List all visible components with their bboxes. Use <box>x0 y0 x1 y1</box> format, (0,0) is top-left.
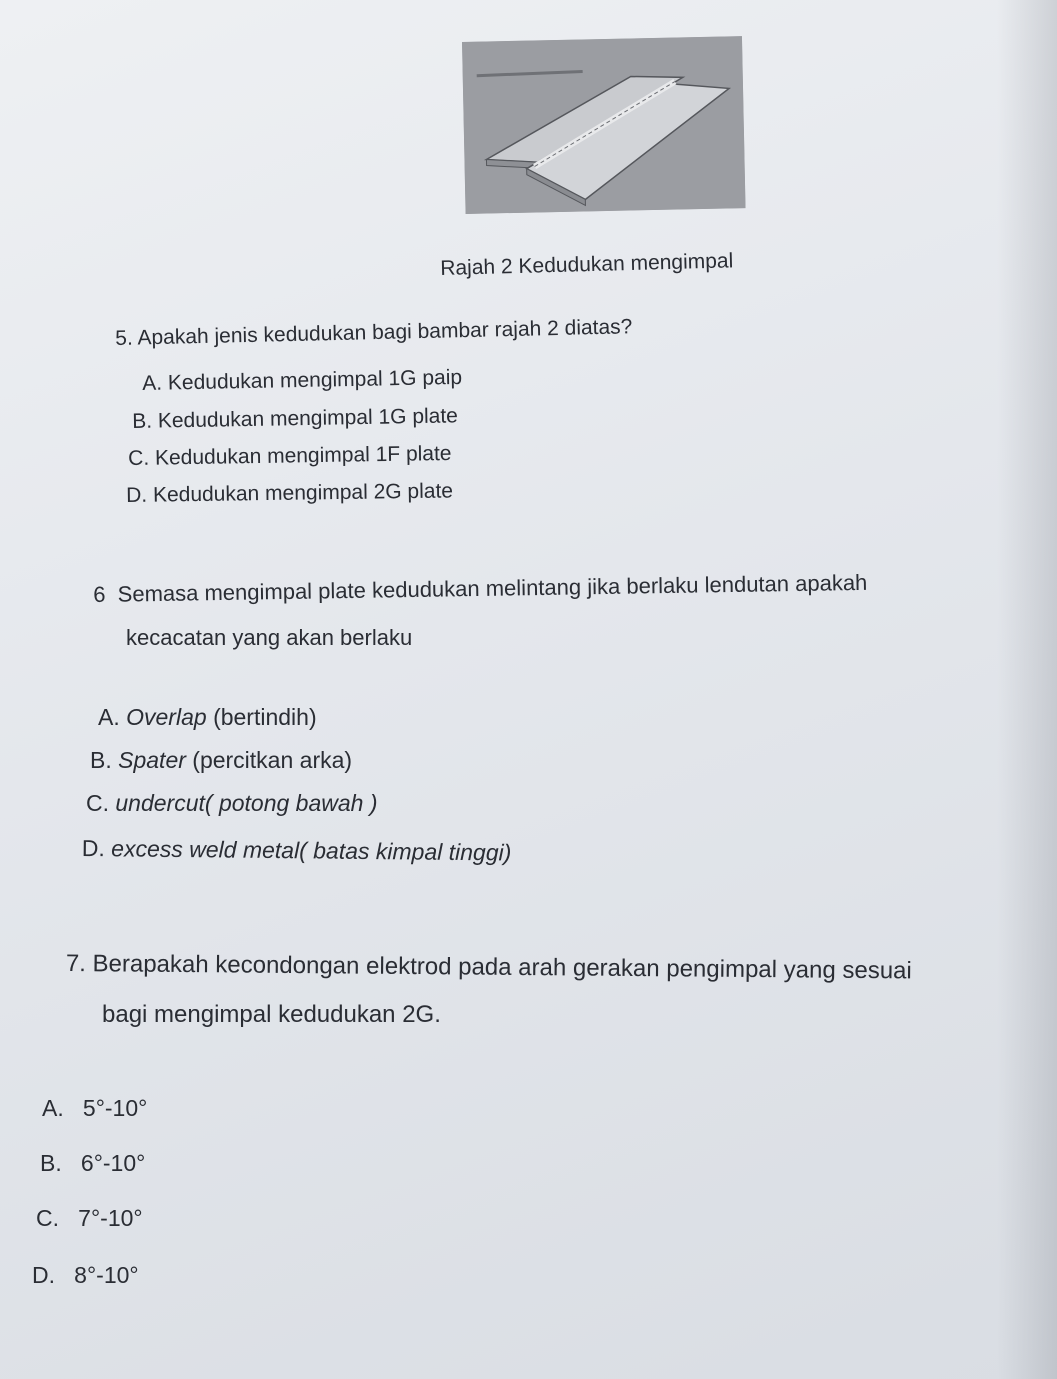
q7-option-c <box>36 1205 143 1232</box>
q5-option-a <box>142 366 462 396</box>
question-7-line-1 <box>66 950 912 985</box>
option-term: excess weld metal( batas kimpal tinggi) <box>111 835 512 866</box>
option-letter: D. <box>81 835 105 862</box>
question-5-number: 5. <box>115 326 134 350</box>
welded-plates-illustration <box>462 36 746 214</box>
option-letter: B. <box>132 409 153 433</box>
option-text: 7°-10° <box>78 1205 143 1231</box>
question-6-number: 6 <box>93 581 106 607</box>
figure-caption: Rajah 2 Kedudukan mengimpal <box>440 249 734 280</box>
option-letter: D. <box>126 483 148 507</box>
q7-option-d <box>32 1262 139 1289</box>
option-letter: A. <box>42 1095 64 1121</box>
figure-welded-plates <box>462 36 746 214</box>
option-letter: C. <box>36 1205 59 1231</box>
option-text: Kedudukan mengimpal 2G plate <box>152 479 454 507</box>
option-letter: B. <box>40 1150 62 1176</box>
question-5 <box>115 315 633 351</box>
question-7-number: 7. <box>65 950 87 978</box>
option-term: Overlap <box>126 704 207 730</box>
question-5-text: Apakah jenis kedudukan bagi bambar rajah 2 diatas? <box>137 315 633 350</box>
question-7-text: Berapakah kecondongan elektrod pada arah gerakan pengimpal yang sesuai <box>92 950 912 985</box>
q5-option-c <box>128 442 452 471</box>
q7-option-b <box>40 1150 145 1177</box>
option-text: 5°-10° <box>82 1095 148 1121</box>
option-letter: C. <box>86 790 109 816</box>
q6-option-d <box>82 835 512 866</box>
option-letter: C. <box>128 446 150 470</box>
option-text: Kedudukan mengimpal 1G paip <box>167 365 463 395</box>
option-meaning: (percitkan arka) <box>192 747 353 773</box>
page-shadow <box>997 0 1057 1379</box>
option-meaning: (bertindih) <box>213 704 317 730</box>
option-text: Kedudukan mengimpal 1G plate <box>157 404 459 433</box>
question-6-line-2: kecacatan yang akan berlaku <box>126 625 413 650</box>
q5-option-d <box>126 479 453 508</box>
option-term: undercut( potong bawah ) <box>115 790 378 816</box>
option-letter: A. <box>142 371 163 395</box>
q6-option-c <box>86 790 378 817</box>
option-letter: A. <box>98 704 120 730</box>
option-letter: D. <box>32 1262 55 1288</box>
q6-option-b <box>90 747 352 774</box>
question-6-line-1 <box>93 570 868 608</box>
q6-option-a <box>98 704 317 731</box>
q5-option-b <box>132 404 458 434</box>
option-text: Kedudukan mengimpal 1F plate <box>154 441 452 470</box>
option-letter: B. <box>90 747 112 773</box>
option-term: Spater <box>118 747 186 773</box>
option-text: 6°-10° <box>80 1150 146 1176</box>
q7-option-a <box>42 1095 147 1122</box>
question-6-text: Semasa mengimpal plate kedudukan melintang jika berlaku lendutan apakah <box>117 569 868 607</box>
option-text: 8°-10° <box>74 1262 139 1288</box>
question-7-line-2: bagi mengimpal kedudukan 2G. <box>102 1001 441 1028</box>
